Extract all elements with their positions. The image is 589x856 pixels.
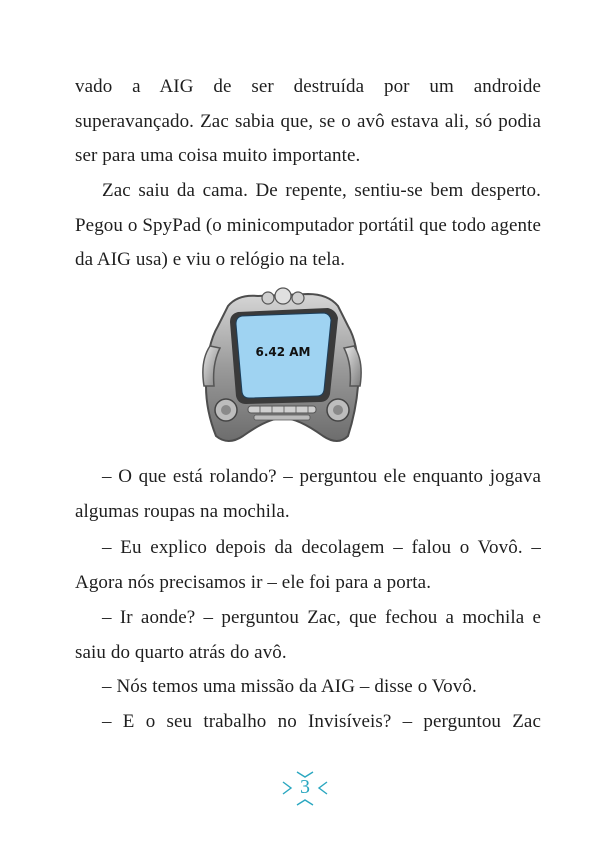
- page-number-ornament: [275, 768, 335, 808]
- spypad-illustration: [198, 286, 368, 448]
- screen-time: 6.42 AM: [255, 345, 311, 359]
- paragraph-7: – E o seu trabalho no Invisíveis? – perguntou Zac: [102, 711, 541, 732]
- paragraph-4: – Eu explico depois da decolagem – falou o Vovô. – Agora nós precisamos ir – ele foi para a porta.: [75, 537, 541, 593]
- paragraph-1: vado a AIG de ser destruída por um androide superavançado. Zac sabia que, se o avô estava ali, só podia ser para uma coisa muito importante.: [75, 76, 541, 166]
- paragraph-6: – Nós temos uma missão da AIG – disse o Vovô.: [102, 676, 477, 697]
- spypad-icon: [198, 286, 368, 448]
- paragraph-2: Zac saiu da cama. De repente, sentiu-se bem desperto. Pegou o SpyPad (o minicomputador portátil que todo agente da AIG usa) e viu o relógio na tela.: [75, 180, 541, 270]
- paragraph-5: – Ir aonde? – perguntou Zac, que fechou a mochila e saiu do quarto atrás do avô.: [75, 607, 541, 663]
- page-number: 3: [300, 776, 310, 798]
- paragraph-3: – O que está rolando? – perguntou ele enquanto jogava algumas roupas na mochila.: [75, 466, 541, 522]
